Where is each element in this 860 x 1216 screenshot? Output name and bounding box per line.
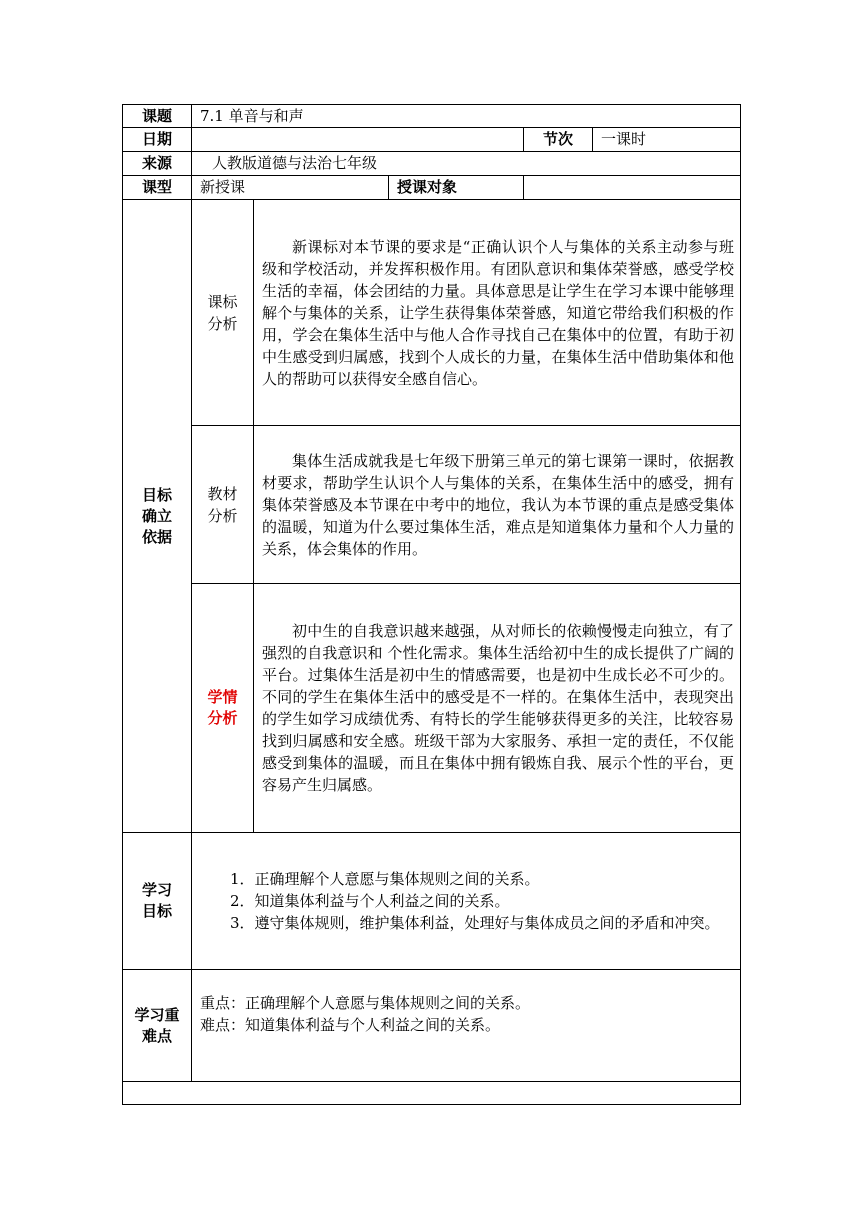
date-label: 日期 (123, 128, 192, 152)
students-label: 学情 分析 (192, 584, 254, 833)
basis-label-line: 确立 (141, 506, 172, 525)
curriculum-row (123, 200, 741, 426)
source-label: 来源 (123, 152, 192, 176)
lesson-plan-table (122, 104, 741, 1105)
keypoints-text (192, 970, 741, 1082)
source-row (123, 152, 741, 176)
audience-value (524, 176, 741, 200)
topic-row (123, 105, 741, 128)
difficult-point: 难点：知道集体利益与个人利益之间的关系。 (200, 1016, 501, 1034)
curriculum-text: 新课标对本节课的要求是“正确认识个人与集体的关系主动参与班级和学校活动，并发挥积极作用。有团队意识和集体荣誉感，感受学校生活的幸福，体会团结的力量。具体意思是让学生在学习本课中能够理解个与集体的关系，让学生获得集体荣誉感，知道它带给我们积极的作用，学会在集体生活中与他人合作寻找自己在集体中的位置，有助于初中生感受到归属感，找到个人成长的力量，在集体生活中借助集体和他人的帮助可以获得安全感自信心。 (254, 200, 741, 426)
textbook-label: 教材 分析 (192, 426, 254, 584)
type-row (123, 176, 741, 200)
textbook-text: 集体生活成就我是七年级下册第三单元的第七课第一课时，依据教材要求，帮助学生认识个人与集体的关系，在集体生活中的感受，拥有集体荣誉感及本节课在中考中的地位，我认为本节课的重点是感受集体的温暖，知道为什么要过集体生活，难点是知道集体力量和个人力量的关系，体会集体的作用。 (254, 426, 741, 584)
date-value (192, 128, 524, 152)
date-row (123, 128, 741, 152)
audience-label: 授课对象 (389, 176, 524, 200)
goals-list (192, 833, 741, 970)
basis-label-line: 目标 (141, 485, 172, 504)
goal-item: 2．知道集体利益与个人利益之间的关系。 (230, 892, 510, 910)
empty-cell (123, 1082, 741, 1105)
students-text: 初中生的自我意识越来越强，从对师长的依赖慢慢走向独立，有了强烈的自我意识和 个性化需求。集体生活给初中生的成长提供了广阔的平台。过集体生活是初中生的情感需要，也是初中生成长必不可少的。不同的学生在集体生活中的感受是不一样的。在集体生活中，表现突出的学生如学习成绩优秀、有特长的学生能够获得更多的关注，比较容易找到归属感和安全感。班级干部为大家服务、承担一定的责任，不仅能感受到集体的温暖，而且在集体中拥有锻炼自我、展示个性的平台，更容易产生归属感。 (254, 584, 741, 833)
type-value: 新授课 (192, 176, 389, 200)
goal-item: 1．正确理解个人意愿与集体规则之间的关系。 (230, 870, 540, 888)
topic-label: 课题 (123, 105, 192, 128)
keypoints-row (123, 970, 741, 1082)
curriculum-label: 课标 分析 (192, 200, 254, 426)
empty-row (123, 1082, 741, 1105)
basis-label (123, 200, 192, 833)
basis-label-line: 依据 (141, 527, 172, 546)
topic-value: 7.1 单音与和声 (192, 105, 741, 128)
key-point: 重点：正确理解个人意愿与集体规则之间的关系。 (200, 994, 531, 1012)
period-label: 节次 (524, 128, 593, 152)
goals-label: 学习 目标 (123, 833, 192, 970)
source-value: 人教版道德与法治七年级 (192, 152, 741, 176)
keypoints-label: 学习重 难点 (123, 970, 192, 1082)
textbook-row (123, 426, 741, 584)
goals-row (123, 833, 741, 970)
goal-item: 3．遵守集体规则，维护集体利益，处理好与集体成员之间的矛盾和冲突。 (230, 914, 720, 932)
type-label: 课型 (123, 176, 192, 200)
students-row (123, 584, 741, 833)
period-value: 一课时 (593, 128, 741, 152)
